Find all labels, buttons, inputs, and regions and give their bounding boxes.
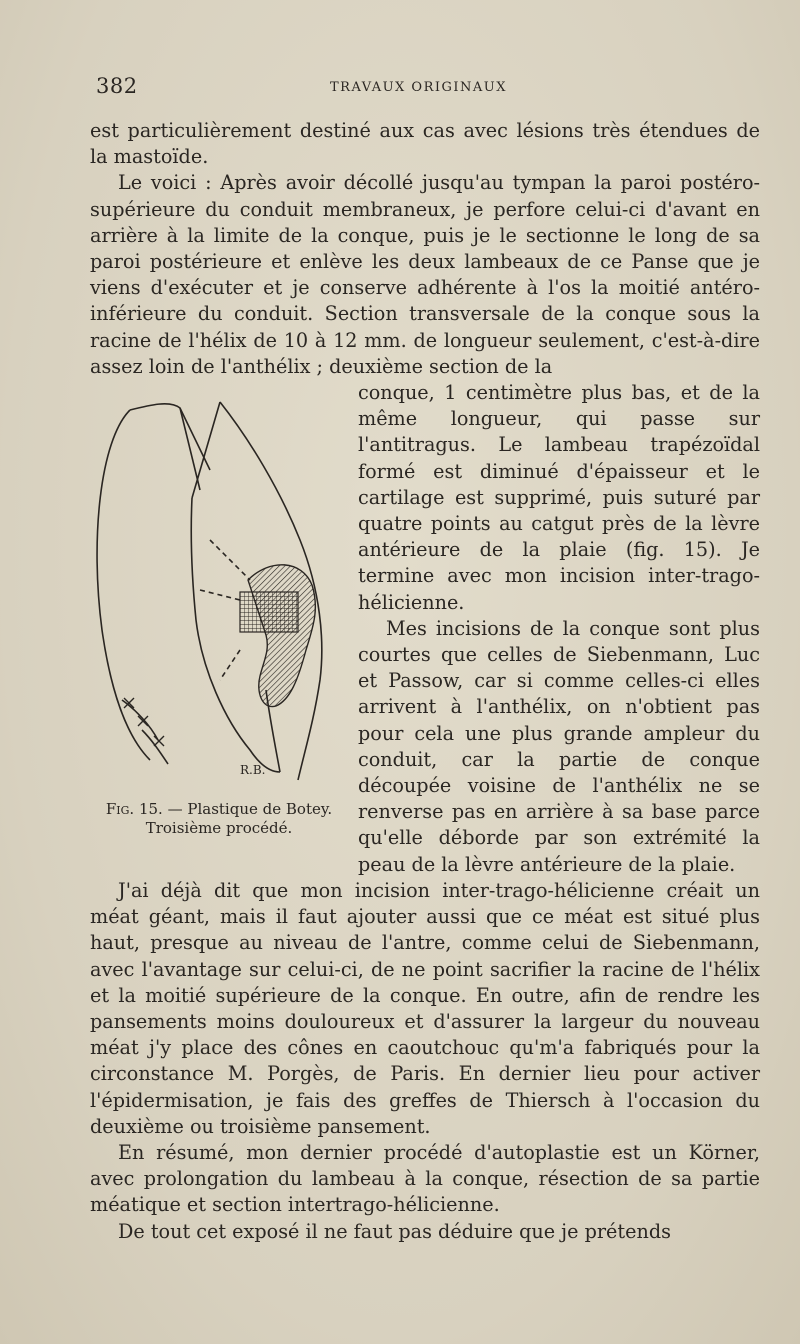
- page-number: 382: [96, 74, 138, 98]
- paragraph-2: Le voici : Après avoir décollé jusqu'au tympan la paroi postéro-supérieure du conduit membraneux, je perfore celui-ci d'avant en arrière à la limite de la conque, puis je le sectionne le long de sa paroi postérieure et enlève les deux lambeaux de ce Panse que je viens d'exécuter et je conserve adhérente à l'os la moitié antéro-inférieure du conduit. Section transversale de la conque sous la racine de l'hélix de 10 à 12 mm. de longueur seulement, c'est-à-dire assez loin de l'anthélix ; deuxième section de la: [90, 171, 760, 378]
- paragraph-4: Mes incisions de la conque sont plus courtes que celles de Siebenmann, Luc et Passow, car si comme celles-ci elles arrivent à l'anthélix, on n'obtient pas pour cela une plus grande ampleur du conduit, car la partie de conque découpée voisine de l'anthélix ne se renverse pas en arrière à sa base parce qu'elle déborde par son extrémité la peau de la lèvre antérieure de la plaie.: [358, 616, 760, 876]
- caption-title: — Plastique de Botey.: [167, 800, 333, 819]
- figure-caption: [80, 800, 358, 838]
- ear-surgery-diagram: [80, 380, 348, 800]
- paragraph-3: conque, 1 centimètre plus bas, et de la même longueur, qui passe sur l'antitragus. Le lambeau trapézoïdal formé est diminué d'épaisseur et le cartilage est supprimé, puis suturé par quatre points au catgut près de la lèvre antérieure de la plaie (fig. 15). Je termine avec mon incision inter-trago-hélicienne.: [358, 381, 760, 614]
- running-head: TRAVAUX ORIGINAUX: [330, 80, 508, 95]
- page-header: [90, 74, 760, 104]
- paragraph-7: De tout cet exposé il ne faut pas déduire que je prétends: [118, 1219, 671, 1243]
- paragraph-5: J'ai déjà dit que mon incision inter-trago-hélicienne créait un méat géant, mais il faut ajouter aussi que ce méat est situé plus haut, presque au niveau de l'antre, comme celui de Siebenmann, avec l'avantage sur celui-ci, de ne point sacrifier la racine de l'hélix et la moitié supérieure de la conque. En outre, afin de rendre les pansements moins douloureux et d'assurer la largeur du nouveau méat j'y place des cônes en caoutchouc qu'm'a fabriqués pour la circonstance M. Porgès, de Paris. En dernier lieu pour activer l'épidermisation, je fais des greffes de Thiersch à l'occasion du deuxième ou troisième pansement.: [90, 878, 760, 1138]
- caption-label: Fig. 15.: [105, 800, 163, 819]
- body-text: [90, 118, 760, 1245]
- paragraph-6: En résumé, mon dernier procédé d'autoplastie est un Körner, avec prolongation du lambeau à la conque, résection de sa partie méatique et section intertrago-hélicienne.: [90, 1140, 760, 1217]
- paragraph-1: est particulièrement destiné aux cas avec lésions très étendues de la mastoïde.: [90, 119, 760, 169]
- figure-15: [80, 380, 348, 860]
- caption-subtitle: Troisième procédé.: [145, 819, 293, 838]
- figure-initials: R.B.: [240, 763, 266, 778]
